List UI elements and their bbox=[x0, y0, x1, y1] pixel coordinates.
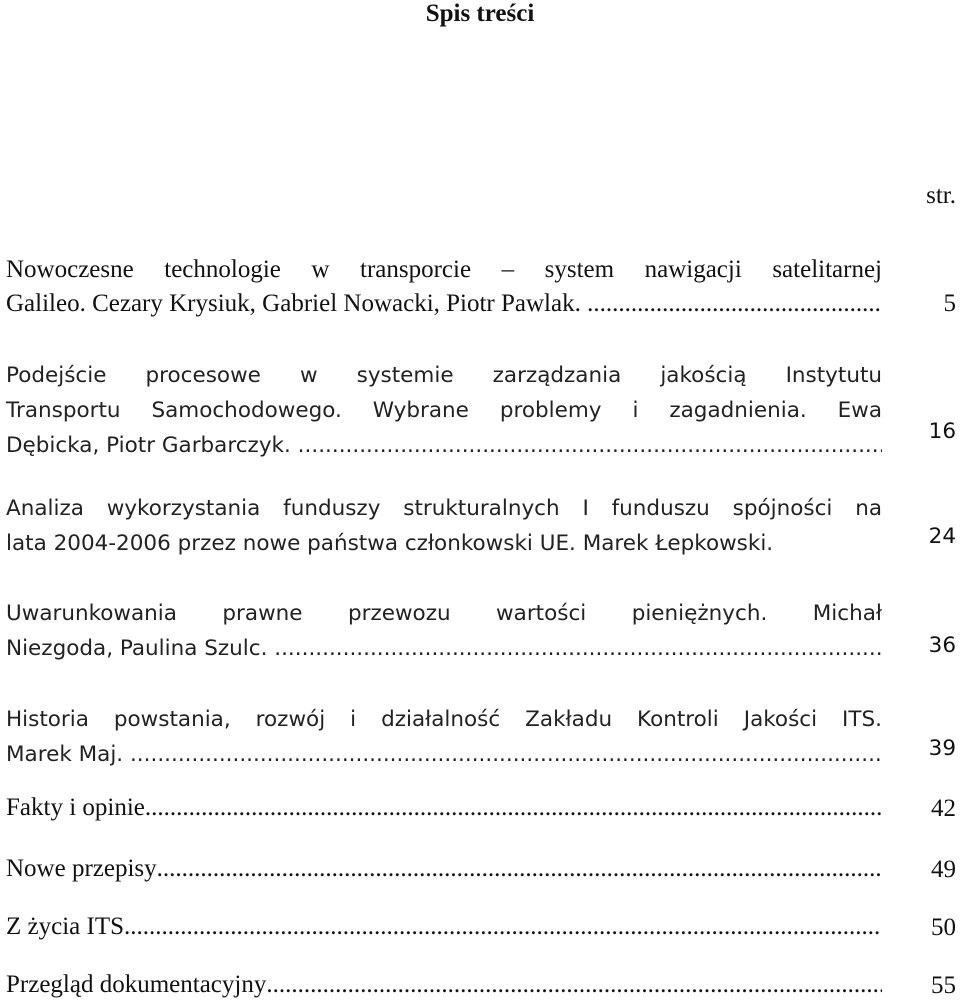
page-title: Spis treści bbox=[425, 0, 535, 27]
toc-entry-line-leader bbox=[6, 287, 882, 321]
page-column-label: str. bbox=[926, 182, 956, 209]
dot-leader bbox=[124, 910, 882, 944]
toc-entry-line: Marek Maj. ... bbox=[6, 742, 151, 767]
toc-entry-line: Galileo. Cezary Krysiuk, Gabriel Nowacki, Piotr Pawlak. ... bbox=[6, 290, 606, 317]
dot-leader bbox=[318, 428, 882, 463]
toc-page-number: 50 bbox=[931, 914, 956, 941]
toc-entry-line-leader bbox=[6, 791, 882, 825]
toc-entry-line: Nowoczesne technologie w transporcie – system nawigacji satelitarnej bbox=[6, 256, 882, 283]
toc-entry-2[interactable] bbox=[6, 358, 956, 463]
toc-entry-line: Przegląd dokumentacyjny bbox=[6, 971, 267, 998]
toc-entry-line: Niezgoda, Paulina Szulc. ... bbox=[6, 636, 295, 661]
dot-leader bbox=[266, 968, 882, 1002]
dot-leader bbox=[150, 737, 882, 772]
toc-entry-line: Transportu Samochodowego. Wybrane problemy i zagadnienia. Ewa bbox=[6, 398, 882, 423]
dot-leader bbox=[295, 631, 882, 666]
toc-entry-3[interactable] bbox=[6, 491, 956, 561]
toc-entry-line: Podejście procesowe w systemie zarządzania jakością Instytutu bbox=[6, 363, 882, 388]
toc-page-number: 42 bbox=[931, 795, 956, 822]
toc-entry-line: Uwarunkowania prawne przewozu wartości pieniężnych. Michał bbox=[6, 601, 882, 626]
toc-entry-line: Dębicka, Piotr Garbarczyk. ... bbox=[6, 433, 319, 458]
toc-entry-8[interactable] bbox=[6, 910, 956, 944]
toc-entry-line: Historia powstania, rozwój i działalność Zakładu Kontroli Jakości ITS. bbox=[6, 707, 882, 732]
toc-page-number: 24 bbox=[928, 524, 956, 549]
toc-entry-line: Analiza wykorzystania funduszy strukturalnych I funduszu spójności na bbox=[6, 496, 882, 521]
toc-page-number: 49 bbox=[931, 856, 956, 883]
toc-entry-4[interactable] bbox=[6, 596, 956, 666]
toc-entry-7[interactable] bbox=[6, 852, 956, 886]
toc-page-number: 55 bbox=[931, 972, 956, 999]
toc-entry-line: Nowe przepisy bbox=[6, 855, 157, 882]
toc-entry-line-leader bbox=[6, 910, 882, 944]
toc-entry-line: lata 2004-2006 przez nowe państwa członkowski UE. Marek Łepkowski. bbox=[6, 531, 774, 556]
toc-entry-9[interactable] bbox=[6, 968, 956, 1002]
toc-entry-5[interactable] bbox=[6, 702, 956, 772]
dot-leader bbox=[157, 852, 882, 886]
toc-entry-line-leader bbox=[6, 968, 882, 1002]
toc-entry-line: Z życia ITS bbox=[6, 913, 125, 940]
toc-page-number: 36 bbox=[928, 633, 956, 658]
toc-entry-line-leader bbox=[6, 631, 882, 666]
toc-page-number: 5 bbox=[943, 290, 956, 317]
toc-entry-6[interactable] bbox=[6, 791, 956, 825]
toc-entry-line: Fakty i opinie bbox=[6, 794, 145, 821]
toc-entry-1[interactable] bbox=[6, 253, 956, 321]
dot-leader bbox=[145, 791, 882, 825]
toc-entry-line-leader bbox=[6, 737, 882, 772]
toc-entry-line-leader bbox=[6, 852, 882, 886]
dot-leader bbox=[606, 287, 882, 321]
toc-page-number: 39 bbox=[928, 736, 956, 761]
toc-page-number: 16 bbox=[928, 419, 956, 444]
toc-entry-line-leader bbox=[6, 428, 882, 463]
